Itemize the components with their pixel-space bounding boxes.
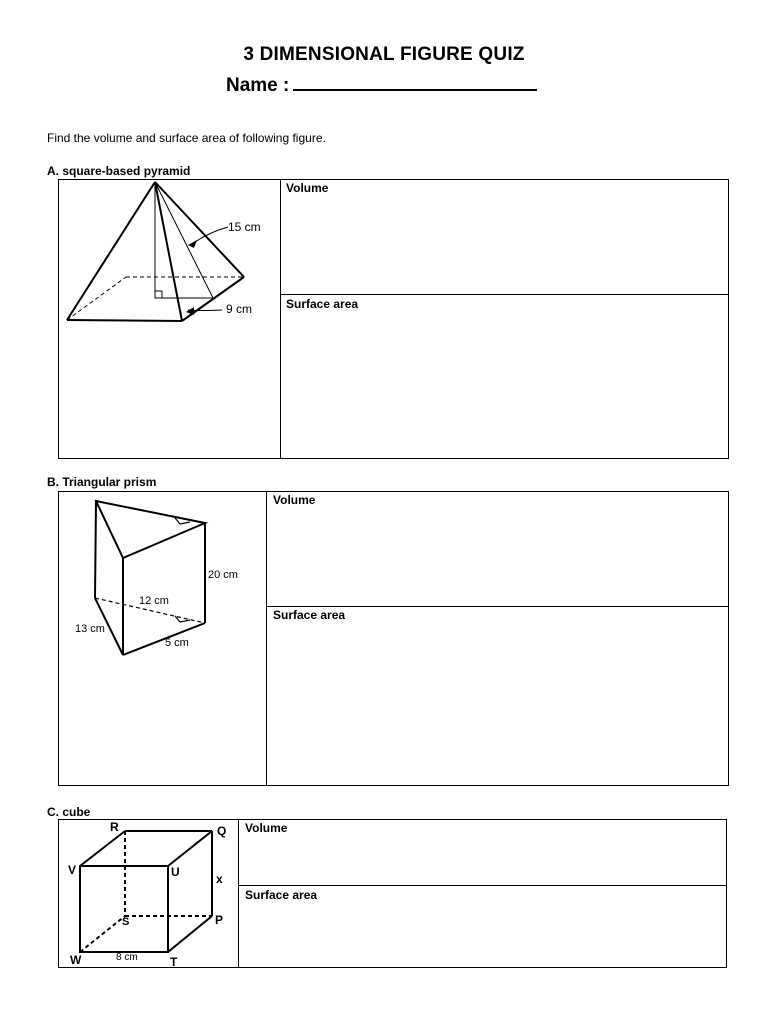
vertex-P: P — [215, 913, 224, 927]
vertex-S: S — [122, 916, 130, 928]
section-b-heading: B. Triangular prism — [47, 475, 157, 489]
section-b-volume-label: Volume — [273, 493, 316, 507]
quiz-title: 3 DIMENSIONAL FIGURE QUIZ — [243, 44, 525, 65]
name-blank-line — [293, 72, 537, 91]
pyramid-figure — [60, 180, 278, 330]
pyramid-slant-label: 15 cm — [228, 220, 261, 234]
vertex-R: R — [110, 821, 119, 834]
section-b-divider — [266, 491, 267, 786]
pyramid-base-label: 9 cm — [226, 302, 253, 316]
vertex-V: V — [68, 863, 77, 877]
vertex-Q: Q — [217, 824, 227, 838]
vertex-W: W — [70, 953, 82, 967]
vertex-U: U — [171, 865, 180, 879]
instructions: Find the volume and surface area of following figure. — [47, 131, 326, 145]
prism-figure — [70, 495, 260, 660]
section-c-divider — [238, 819, 239, 968]
section-c-row-divider — [238, 885, 727, 886]
section-b-surface-label: Surface area — [273, 608, 346, 622]
section-a-heading: A. square-based pyramid — [47, 164, 191, 178]
prism-height-label: 20 cm — [208, 569, 238, 581]
section-c-heading: C. cube — [47, 805, 91, 819]
prism-leg2-label: 5 cm — [165, 637, 189, 649]
section-c-volume-label: Volume — [245, 821, 288, 835]
vertex-T: T — [170, 955, 178, 967]
section-a-divider — [280, 179, 281, 459]
section-a-volume-label: Volume — [286, 181, 329, 195]
section-c-surface-label: Surface area — [245, 888, 318, 902]
cube-edge-label: 8 cm — [116, 952, 138, 963]
prism-hyp-label: 13 cm — [75, 623, 105, 635]
section-a-row-divider — [280, 294, 729, 295]
edge-label-x: x — [216, 872, 223, 886]
prism-leg1-label: 12 cm — [139, 595, 169, 607]
section-a-surface-label: Surface area — [286, 297, 359, 311]
name-field — [226, 72, 537, 97]
cube-figure — [62, 821, 234, 967]
name-label: Name : — [226, 75, 290, 96]
section-b-row-divider — [266, 606, 729, 607]
